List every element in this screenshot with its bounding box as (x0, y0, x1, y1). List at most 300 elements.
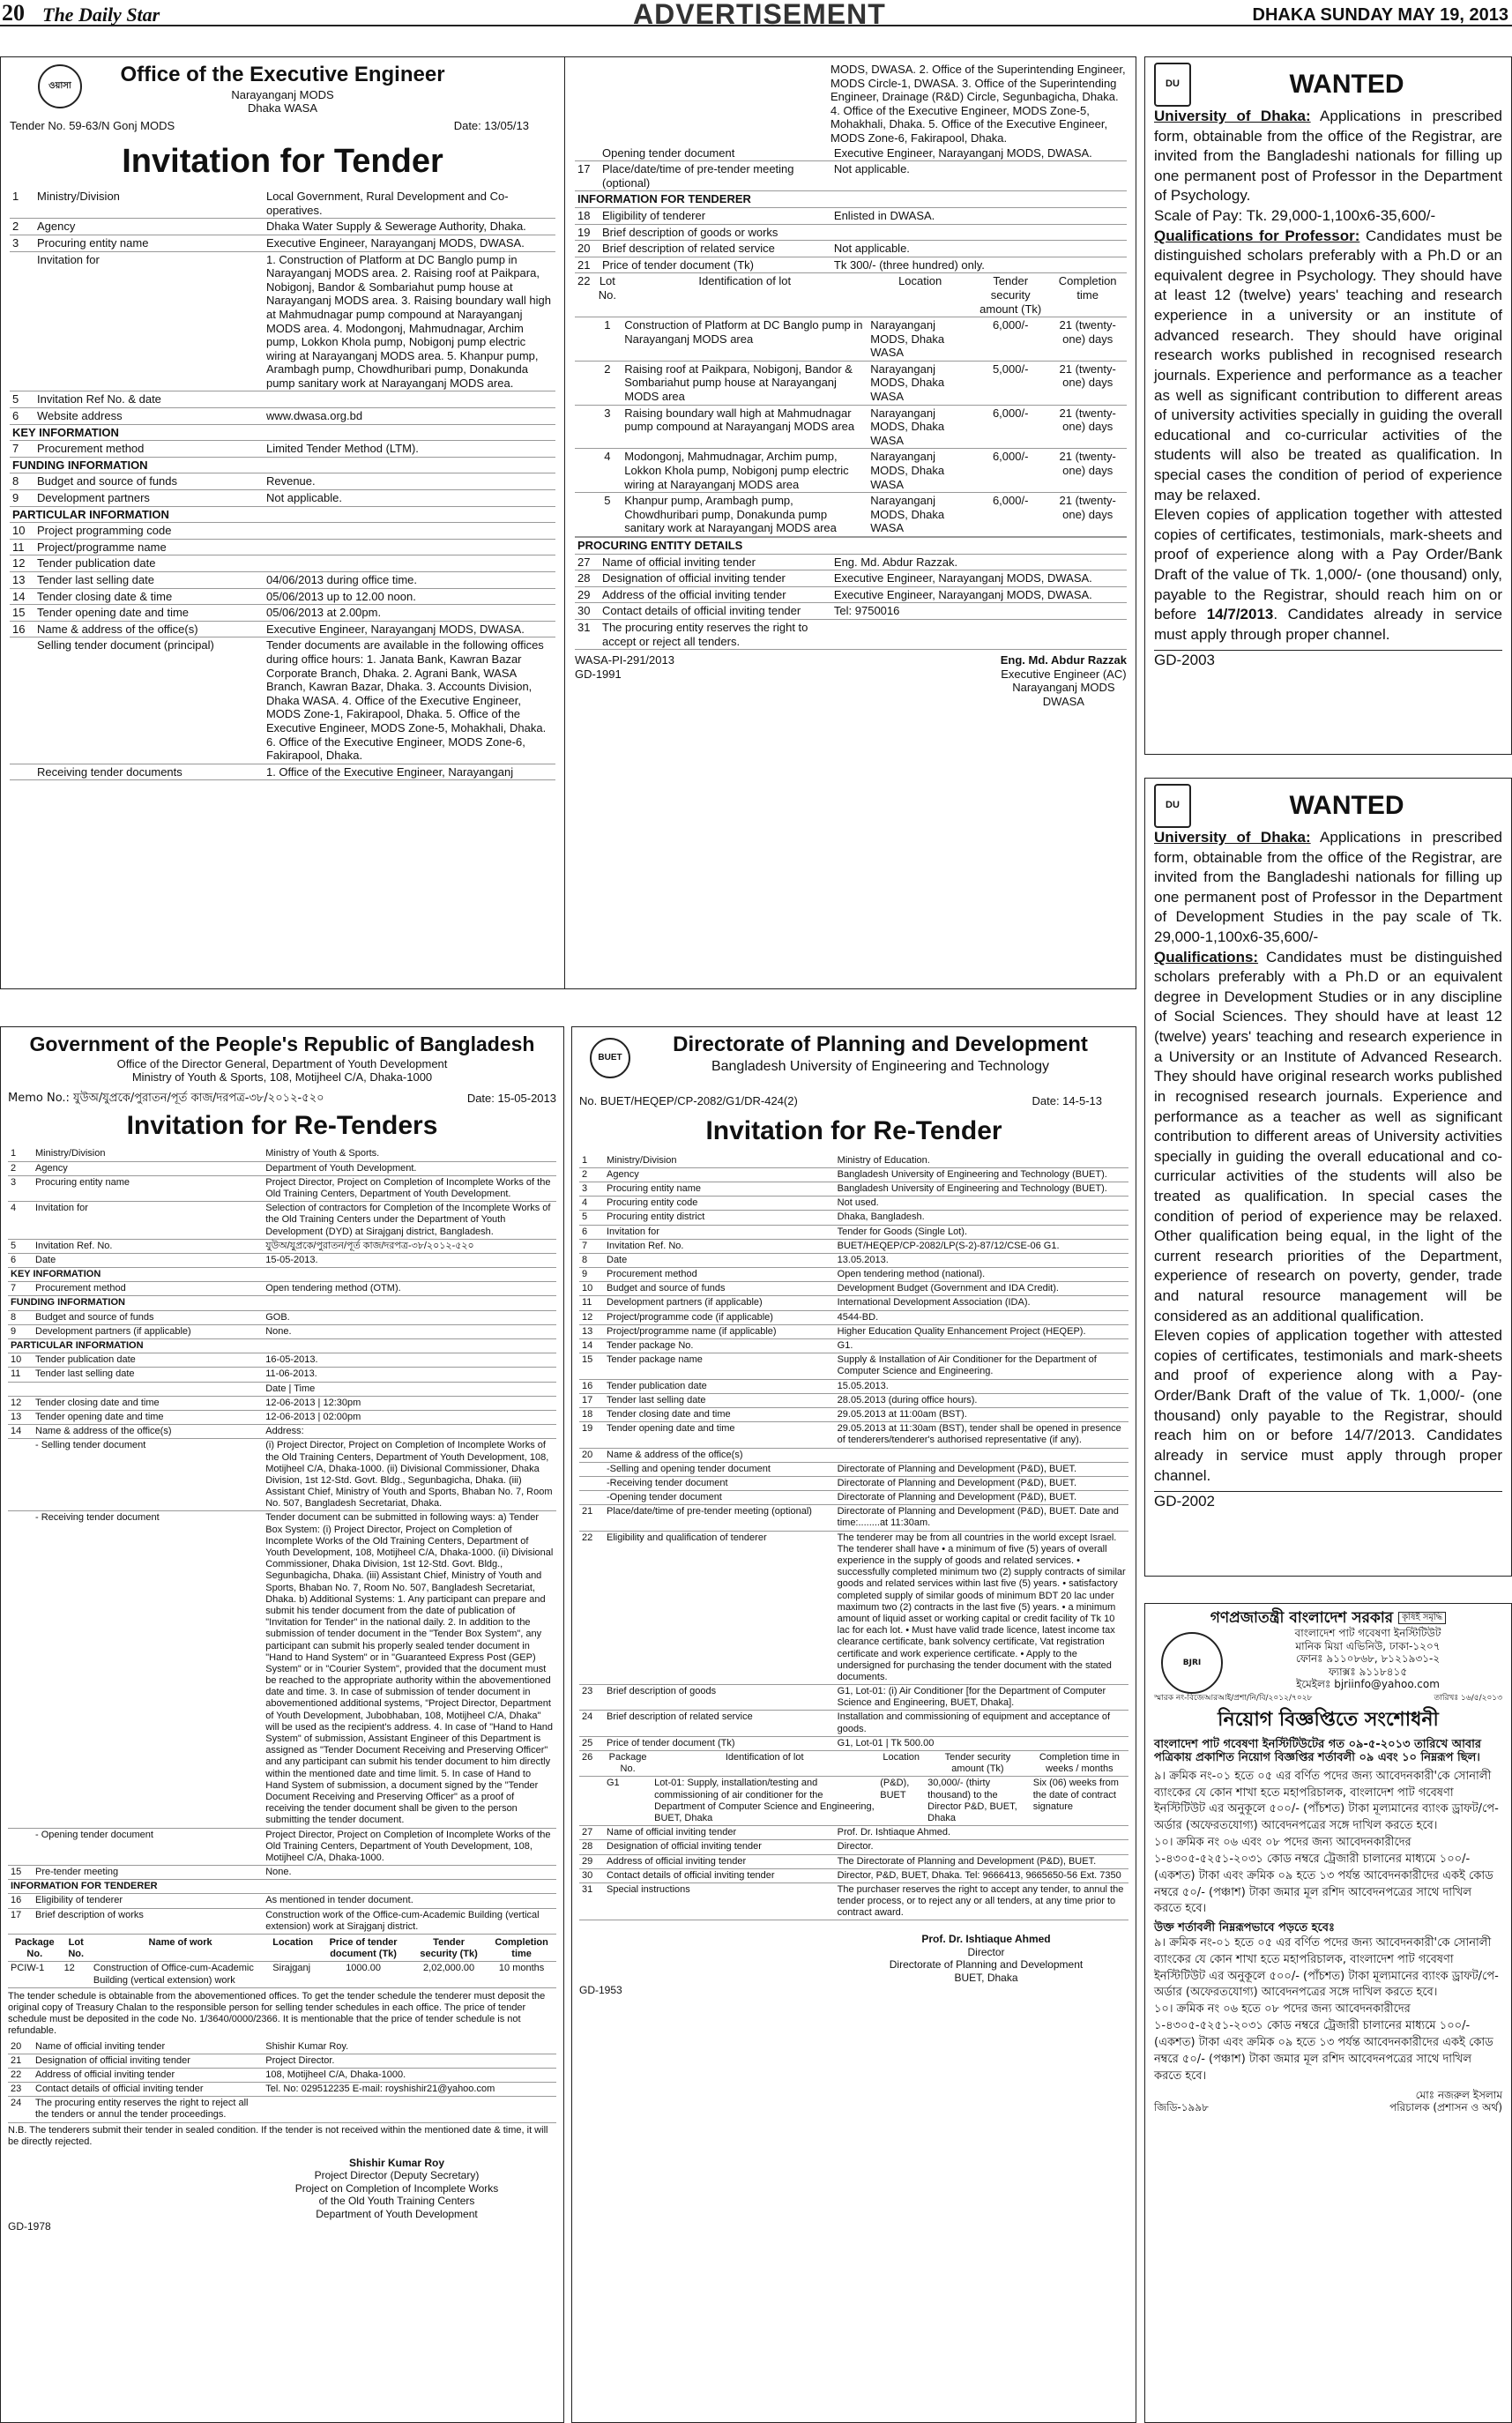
row-value: Bangladesh University of Engineering and Technology (BUET). (835, 1182, 1128, 1196)
row-number: 16 (579, 1379, 604, 1393)
signatory-office: Narayanganj MODS (1012, 681, 1115, 695)
row-number: 20 (575, 241, 600, 257)
row-number: 6 (579, 1225, 604, 1239)
row-label: Tender package No. (604, 1339, 835, 1353)
row-value (835, 1448, 1128, 1462)
table-row (10, 219, 555, 235)
signatory-title: পরিচালক (প্রশাসন ও অর্থ) (1389, 2100, 1502, 2114)
wasa-logo: ওয়াসা (38, 64, 82, 108)
row-label: Tender publication date (604, 1379, 835, 1393)
table-row (575, 207, 1127, 224)
row-value: Department of Youth Development. (263, 1161, 556, 1175)
row-value: Open tendering method (OTM). (263, 1282, 556, 1296)
lot-time: 21 (twenty-one) days (1048, 449, 1127, 493)
row-value: Supply & Installation of Air Conditioner for the Department of Computer Science and Engineering. (835, 1353, 1128, 1379)
lot-row (575, 317, 1127, 362)
row-label: Invitation Ref. No. (604, 1239, 835, 1253)
table-row (579, 1407, 1128, 1421)
row-number: 11 (10, 539, 34, 555)
university-emblem: DU (1154, 63, 1191, 107)
tender-table (10, 189, 555, 780)
row-label: Development partners (if applicable) (33, 1324, 263, 1338)
dwasa-col1 (1, 57, 565, 988)
row-number: 22 (8, 2068, 33, 2082)
cell: 12 (62, 1962, 91, 1987)
table-row (575, 603, 1127, 620)
row-value: Enlisted in DWASA. (831, 207, 1127, 224)
row-label: Price of tender document (Tk) (604, 1736, 835, 1750)
institute-name: বাংলাদেশ পাট গবেষণা ইনস্টিটিউট (1294, 1627, 1441, 1640)
row-value: Tender for Goods (Single Lot). (835, 1225, 1128, 1239)
notice-intro: বাংলাদেশ পাট গবেষণা ইনস্টিটিউটের গত ০৯-৫-২০১৩ তারিখে আবার পত্রিকায় প্রকাশিত নিয়োগ বিজ্ঞপ্তির শর্তাবলী ০৯ এবং ১০ নিম্নরূপ ছিল। (1154, 1737, 1482, 1765)
row-value: 15-05-2013. (263, 1253, 556, 1267)
row-number: 9 (579, 1268, 604, 1282)
row-label: Invitation for (34, 251, 264, 391)
bjri-notice-ad (1144, 1603, 1512, 2423)
row-number: 18 (579, 1407, 604, 1421)
row-value: G1, Lot-01: (i) Air Conditioner [for the Department of Computer Science and Engineering, BUET, Dhaka]. (835, 1685, 1128, 1711)
application-instructions: . Candidates already in service must apply through proper channel. (1154, 606, 1502, 643)
row-value: Address: (263, 1425, 556, 1439)
lot-row (575, 449, 1127, 493)
row-label: Tender publication date (33, 1353, 263, 1368)
col-header: Location (270, 1936, 316, 1962)
row-label: Designation of official inviting tender (33, 2054, 263, 2068)
row-label: Price of tender document (Tk) (600, 257, 831, 273)
ad-subtitle: Bangladesh University of Engineering and Technology (711, 1058, 1050, 1074)
row-label: Tender closing date and time (604, 1407, 835, 1421)
row-label: Address of the official inviting tender (600, 586, 831, 603)
row-number: 6 (8, 1253, 33, 1267)
ad-subtitle: Narayanganj MODS (231, 87, 334, 101)
table-row (575, 145, 1127, 161)
buet-logo: BUET (590, 1038, 630, 1078)
row-label: Address of official inviting tender (604, 1854, 835, 1868)
table-row (575, 257, 1127, 273)
table-row (10, 523, 555, 540)
table-row (575, 570, 1127, 587)
lot-row (575, 405, 1127, 449)
table-row (8, 1353, 556, 1368)
table-row (8, 1425, 556, 1439)
cell: G1 (604, 1777, 652, 1826)
row-label: Designation of official inviting tender (604, 1840, 835, 1854)
row-label: Tender closing date & time (34, 588, 264, 605)
row-label: Procurement method (33, 1282, 263, 1296)
dwasa-col2 (566, 57, 1136, 988)
row-number: 29 (575, 586, 600, 603)
lot-id: Modongonj, Mahmudnagar, Archim pump, Lokkon Khola pump, Nobigonj pump electric wiring at Narayanganj MODS area (622, 449, 868, 493)
table-row (579, 1239, 1128, 1253)
lot-id: Raising roof at Paikpara, Nobigonj, Bandor & Sombariahut pump house at Narayanganj MODS area (622, 361, 868, 405)
cell: Six (06) weeks from the date of contract signature (1031, 1777, 1128, 1826)
row-value: Executive Engineer, Narayanganj MODS, DWASA. (831, 570, 1127, 587)
lot-no: 4 (592, 449, 622, 493)
motto-badge: কৃষিই সমৃদ্ধি (1398, 1612, 1446, 1624)
row-value: 12-06-2013 | 02:00pm (263, 1410, 556, 1424)
row-label: Ministry/Division (604, 1154, 835, 1168)
table-row (575, 554, 1127, 570)
row-number: 2 (579, 1167, 604, 1182)
row-number: 2 (10, 219, 34, 235)
signatory-office: Directorate of Planning and Development (889, 1958, 1084, 1972)
col-header: Tender security amount (Tk) (925, 1751, 1031, 1777)
table-row (579, 1182, 1128, 1196)
ad-heading: Invitation for Re-Tender (705, 1115, 1002, 1145)
row-number: 7 (8, 1282, 33, 1296)
row-label: Contact details of official inviting tender (600, 603, 831, 620)
table-row (10, 441, 555, 458)
table-row (579, 1353, 1128, 1379)
table-row (579, 1462, 1128, 1476)
table-row (579, 1393, 1128, 1407)
signatory-title: Project Director (Deputy Secretary) (314, 2169, 480, 2182)
section-heading: PROCURING ENTITY DETAILS (575, 538, 1127, 555)
tender-table (8, 2040, 556, 2123)
row-label: Eligibility of tenderer (600, 207, 831, 224)
lot-loc: Narayanganj MODS, Dhaka WASA (868, 449, 972, 493)
row-number: 27 (579, 1826, 604, 1840)
govt-title: গণপ্রজাতন্ত্রী বাংলাদেশ সরকার (1210, 1609, 1394, 1627)
row-number: 4 (579, 1197, 604, 1211)
table-row (8, 2054, 556, 2068)
row-number: 16 (8, 1894, 33, 1908)
condition-9-new: ৯। ক্রমিক নং-০১ হতে ০৫ এর বর্ণিত পদের জন্য আবেদনকারী'কে সোনালী ব্যাংকের যে কোন শাখা হতে মহাপরিচালক, বাংলাদেশ পাট গবেষণা ইনস্টিটিউট এর অনুকূলে ৫০০/- (পাঁচশত) টাকা মূল্যমানের ব্যাংক ড্রাফট/পে-অর্ডার (অফেরতযোগ্য) আবেদনপত্রের সঙ্গে দাখিল করতে হবে। (1154, 1935, 1499, 2000)
memo-number: Memo No.: যুউঅ/যুপ্রকে/পুরাতন/পূর্ত কাজ/দরপত্র-৩৮/২০১২-৫২০ (8, 1091, 324, 1105)
row-label: Invitation for (604, 1225, 835, 1239)
row-label: Brief description of works (33, 1908, 263, 1934)
row-value: G1, Lot-01 | Tk 500.00 (835, 1736, 1128, 1750)
table-row (10, 572, 555, 589)
row-label: Tender opening date and time (33, 1410, 263, 1424)
table-row (579, 1225, 1128, 1239)
row-label: Receiving tender documents (34, 764, 264, 780)
row-value: Bangladesh University of Engineering and Technology (BUET). (835, 1167, 1128, 1182)
table-row (8, 1282, 556, 1296)
wanted-body: Applications in prescribed form, obtainable from the office of the Registrar, are invited from the Bangladeshi nationals for filling up one permanent post of Professor in the Department of Development Studies in the pay scale of Tk. 29,000-1,100x6-35,600/- (1154, 829, 1502, 946)
row-label: -Selling and opening tender document (604, 1462, 835, 1476)
cell: Lot-01: Supply, installation/testing and commissioning of air conditioner for the Department of Computer Science and Engineering, BUET, Dhaka (652, 1777, 877, 1826)
row-number: 11 (579, 1296, 604, 1310)
notice-heading: নিয়োগ বিজ্ঞপ্তিতে সংশোধনী (1218, 1709, 1439, 1732)
table-row (10, 473, 555, 490)
row-value: Directorate of Planning and Development (P&D), BUET. (835, 1462, 1128, 1476)
condition-10-new: ১০। ক্রমিক নং ০৬ হতে ০৮ পদের জন্য আবেদনকারীদের ১-৪৩০৫-৫২৫১-২০৩১ কোড নম্বরে ট্রেজারী চালানের মাধ্যমে ১০০/- (একশত) টাকা এবং ক্রমিক ০৯ হতে ১৩ পর্যন্ত আবেদনকারীদের একই কোড নম্বরে ৫০/- (পঞ্চাশ) টাকা জমার মূল রশিদ আবেদনপত্রের সাথে দাখিল করতে হবে। (1154, 2002, 1493, 2083)
row-number: 10 (8, 1353, 33, 1368)
row-value: Construction work of the Office-cum-Academic Building (vertical extension) work at Sirajganj district. (263, 1908, 556, 1934)
row-number: 25 (579, 1736, 604, 1750)
row-value: Limited Tender Method (LTM). (264, 441, 555, 458)
row-value: Directorate of Planning and Development (P&D), BUET. Date and time:........at 11:30am. (835, 1505, 1128, 1531)
row-label: Invitation Ref No. & date (34, 391, 264, 408)
row-number: 19 (575, 224, 600, 241)
lot-time: 21 (twenty-one) days (1048, 317, 1127, 362)
ref-date: Date: 14-5-13 (1032, 1093, 1102, 1107)
section-title: ADVERTISEMENT (633, 0, 886, 30)
row-number (10, 764, 34, 780)
signatory-title: Director (967, 1945, 1005, 1958)
schedule-note: The tender schedule is obtainable from the abovementioned offices. To get the tender schedule the tenderer must deposit the original copy of Treasury Chalan to the responsible person for selling tender schedules in each office. The price of tender schedule must be deposited in the code No. 1/3640/0000/2366. It is mentionable that the price of tender schedule is not refundable. (8, 1990, 546, 2037)
table-row (579, 1310, 1128, 1324)
tender-table (579, 1154, 1128, 1751)
row-label: Procuring entity name (33, 1175, 263, 1201)
row-number: 5 (579, 1211, 604, 1225)
lot-row (575, 361, 1127, 405)
row-value: 108, Motijheel C/A, Dhaka-1000. (263, 2068, 556, 2082)
signatory-office: Project on Completion of Incomplete Works (294, 2181, 499, 2195)
page-number: 20 (2, 0, 25, 26)
row-number (10, 637, 34, 764)
email: ইমেইলঃ bjriinfo@yahoo.com (1296, 1677, 1440, 1690)
row-number: 21 (575, 257, 600, 273)
table-row (8, 1962, 556, 1987)
row-label: Ministry/Division (33, 1147, 263, 1161)
address: মানিক মিয়া এভিনিউ, ঢাকা-১২০৭ (1295, 1639, 1441, 1652)
col-header: Identification of lot (622, 273, 868, 317)
table-row (10, 235, 555, 251)
signatory-office: of the Old Youth Training Centers (318, 2195, 475, 2208)
row-number: 20 (579, 1448, 604, 1462)
row-number: 8 (10, 473, 34, 490)
row-value: Tel: 9750016 (831, 603, 1127, 620)
row-value: G1. (835, 1339, 1128, 1353)
table-row (8, 2097, 556, 2122)
cell: 30,000/- (thirty thousand) to the Director P&D, BUET, Dhaka (925, 1777, 1031, 1826)
row-label: Agency (34, 219, 264, 235)
table-row (10, 539, 555, 555)
row-label: Budget and source of funds (34, 473, 264, 490)
row-value: None. (263, 1866, 556, 1880)
row-number: 8 (579, 1253, 604, 1267)
table-row (579, 1777, 1128, 1826)
row-number (10, 251, 34, 391)
row-label: Procuring entity code (604, 1197, 835, 1211)
row-value: 29.05.2013 at 11:30am (BST), tender shall be opened in presence of tenderers/tenderer's authorised representative (if any). (835, 1422, 1128, 1448)
gd-number: GD-2003 (1154, 650, 1502, 671)
row-number: 20 (8, 2040, 33, 2054)
row-number: 11 (8, 1368, 33, 1382)
row-label: Name of official inviting tender (604, 1826, 835, 1840)
row-value: 4544-BD. (835, 1310, 1128, 1324)
row-value: 1. Construction of Platform at DC Banglo pump in Narayanganj MODS area. 2. Raising roof at Paikpara, Nobigonj, Bandor & Sombariahut pump house at Narayanganj MODS area. 3. Raising boundary wall high at Mahmudnagar pump compound at Narayanganj MODS area. 4. Modongonj, Mahmudnagar, Archim pump, Lokkon Khola pump, Nobigonj pump electric wiring at Narayanganj MODS area. 5. Khanpur pump, Arambagh pump, Chowdhuribari pump, Donakunda pump sanitary work at Narayanganj MODS area. (264, 251, 555, 391)
employer: University of Dhaka: (1154, 829, 1311, 846)
row-label: Website address (34, 408, 264, 425)
row-label: Tender opening date and time (604, 1422, 835, 1448)
package-table (8, 1936, 556, 1988)
signatory-name: Shishir Kumar Roy (348, 2157, 445, 2169)
tender-table (579, 1826, 1128, 1920)
row-label: Invitation Ref. No. (33, 1239, 263, 1253)
row-number: 31 (579, 1882, 604, 1920)
row-number: 15 (10, 605, 34, 622)
row-value: Tel. No: 029512235 E-mail: royshishir21@yahoo.com (263, 2083, 556, 2097)
table-row (10, 490, 555, 507)
row-value: The purchaser reserves the right to accept any tender, to annul the tender process, or to reject any or all tenders, at any time prior to contract award. (835, 1882, 1128, 1920)
table-row (8, 1382, 556, 1396)
row-label: Date (604, 1253, 835, 1267)
col-header: Name of work (91, 1936, 270, 1962)
row-label: The procuring entity reserves the right to reject all the tenders or annul the tender proceedings. (33, 2097, 263, 2122)
table-row (579, 1505, 1128, 1531)
application-instructions: Eleven copies of application together with attested copies of certificates, testimonials and mark-sheets and proof of experience along with a Pay-Order/Bank Draft of the value of Tk. 1,000/- (one thousand) only payable to the Registrar, should reach him on or before 14/7/2013. Candidates already in service must apply through proper channel. (1154, 1327, 1502, 1484)
col-header: 22 (575, 273, 592, 317)
row-label: Project/programme name (34, 539, 264, 555)
row-number: 22 (579, 1531, 604, 1684)
row-number: 24 (8, 2097, 33, 2122)
row-label: Designation of official inviting tender (600, 570, 831, 587)
row-value: Tender documents are available in the following offices during office hours: 1. Janata Bank, Kawran Bazar Corporate Branch, Dhaka. 2. Agrani Bank, WASA Branch, Kawran Bazar, Dhaka. 3. Accounts Division, Dhaka WASA. 4. Office of the Executive Engineer, MODS Zone-1, Fakirapool, Dhaka. 5. Office of the Executive Engineer, MODS Zone-5, Mohakhali, Dhaka. 6. Office of the Executive Engineer, MODS Zone-6, Fakirapool, Dhaka. (264, 637, 555, 764)
lot-row (575, 493, 1127, 537)
col-header: Tender security (Tk) (411, 1936, 487, 1962)
row-value: GOB. (263, 1310, 556, 1324)
lot-id: Raising boundary wall high at Mahmudnagar pump compound at Narayanganj MODS area (622, 405, 868, 449)
ad-ref: WASA-PI-291/2013 (575, 653, 674, 667)
row-label: -Receiving tender document (604, 1476, 835, 1490)
row-number: 9 (8, 1324, 33, 1338)
row-number: 30 (575, 603, 600, 620)
row-label: Eligibility and qualification of tenderer (604, 1531, 835, 1684)
table-row (579, 1339, 1128, 1353)
row-value: যুউঅ/যুপ্রকে/পুরাতন/পূর্ত কাজ/দরপত্র-৩৮/২০১২-৫২০ (263, 1239, 556, 1253)
ad-heading: Invitation for Re-Tenders (126, 1111, 438, 1141)
row-value: BUET/HEQEP/CP-2082/LP(S-2)-87/12/CSE-06 G1. (835, 1239, 1128, 1253)
row-number: 17 (575, 161, 600, 191)
table-row (10, 621, 555, 637)
row-number: 21 (8, 2054, 33, 2068)
qualifications: Candidates must be distinguished scholars preferably with a Ph.D or an equivalent degree in Development Studies or in any discipline of Social Sciences. They should have at least 12 (twelve) years' teaching and research experience in a University or an Institute of Advanced Research. They should have original research works published in recognised research journals. Experience and performance as a teacher as well as significant contribution to different areas of University activities specially in guiding the overall educational and co-curricular activities of the students will also be treated as qualification. In special cases the condition of period of experience may be relaxed. Other qualification being equal, in the light of the current research priorities of the Department, experience of research on poverty, gender, trade and natural resource management will be considered as an additional qualification. (1154, 948, 1502, 1324)
row-value: 05/06/2013 up to 12.00 noon. (264, 588, 555, 605)
row-number: 3 (579, 1182, 604, 1196)
row-value: Executive Engineer, Narayanganj MODS, DWASA. (831, 586, 1127, 603)
row-label: Budget and source of funds (604, 1282, 835, 1296)
row-number: 15 (8, 1866, 33, 1880)
qualifications: Candidates must be distinguished scholars preferably with a Ph.D or an equivalent degree in Psychology. They should have at least 12 (twelve) years' teaching and research experience in a university or an institute of advanced research. They should have original research works published in recognised research journals. Experience and performance as a teacher as well as significant contribution to different areas of university activities specially in guiding the overall educational and co-curricular activities of the students will also be treated as qualification. In special cases the condition of period of experience may be relaxed. (1154, 227, 1502, 503)
row-label: Tender last selling date (34, 572, 264, 589)
table-row (579, 1868, 1128, 1882)
table-row (10, 391, 555, 408)
row-label: Name of official inviting tender (33, 2040, 263, 2054)
row-number: 13 (579, 1324, 604, 1338)
row-number: 28 (579, 1840, 604, 1854)
table-row (575, 224, 1127, 241)
row-label: Name & address of the office(s) (604, 1448, 835, 1462)
row-value: Director. (835, 1840, 1128, 1854)
dwasa-tender-ad (0, 56, 1136, 989)
cell: 1000.00 (316, 1962, 411, 1987)
row-value (831, 224, 1127, 241)
row-number: 15 (579, 1353, 604, 1379)
table-row (8, 2040, 556, 2054)
gd-number: GD-1953 (579, 1984, 622, 1997)
table-row (575, 161, 1127, 191)
lot-sec: 6,000/- (972, 493, 1048, 537)
table-row (8, 1161, 556, 1175)
row-value: Shishir Kumar Roy. (263, 2040, 556, 2054)
cell: Construction of Office-cum-Academic Building (vertical extension) work (91, 1962, 270, 1987)
table-row (10, 764, 555, 780)
lot-loc: Narayanganj MODS, Dhaka WASA (868, 405, 972, 449)
row-number: 10 (579, 1282, 604, 1296)
row-number: 29 (579, 1854, 604, 1868)
row-number: 2 (8, 1161, 33, 1175)
row-value (264, 523, 555, 540)
row-value: 12-06-2013 | 12:30pm (263, 1396, 556, 1410)
gd-number: জিডি-১৯৯৮ (1154, 2100, 1209, 2114)
row-value: Installation and commissioning of equipment and acceptance of goods. (835, 1711, 1128, 1736)
table-row (579, 1448, 1128, 1462)
section-heading: KEY INFORMATION (10, 424, 555, 441)
row-value: 11-06-2013. (263, 1368, 556, 1382)
lot-time: 21 (twenty-one) days (1048, 361, 1127, 405)
cell: Sirajganj (270, 1962, 316, 1987)
section-heading: FUNDING INFORMATION (10, 457, 555, 473)
row-number: 12 (8, 1396, 33, 1410)
row-label: Place/date/time of pre-tender meeting (optional) (600, 161, 831, 191)
row-number: 16 (10, 621, 34, 637)
package-table (579, 1751, 1128, 1826)
row-value: Directorate of Planning and Development (P&D), BUET. (835, 1491, 1128, 1505)
section-heading: KEY INFORMATION (8, 1268, 556, 1282)
wanted-ad-psychology (1144, 56, 1512, 755)
deadline: 14/7/2013 (1206, 606, 1274, 623)
row-value: 16-05-2013. (263, 1353, 556, 1368)
row-label: Brief description of goods or works (600, 224, 831, 241)
row-value: Local Government, Rural Development and Co-operatives. (264, 189, 555, 219)
row-value: Not applicable. (264, 490, 555, 507)
row-number: 26 (579, 1751, 604, 1777)
table-row (10, 605, 555, 622)
lot-id: Khanpur pump, Arambagh pump, Chowdhuribari pump, Donakunda pump sanitary work at Narayanganj MODS area (622, 493, 868, 537)
ad-subtitle: Dhaka WASA (248, 101, 317, 116)
col-header: Tender security amount (Tk) (972, 273, 1048, 317)
tender-date: Date: 13/05/13 (453, 118, 529, 132)
cell: 10 months (487, 1962, 556, 1987)
row-label: Tender last selling date (604, 1393, 835, 1407)
ad-subtitle: Office of the Director General, Department of Youth Development (116, 1056, 448, 1070)
table-row (8, 1410, 556, 1424)
row-label: Tender package name (604, 1353, 835, 1379)
row-label: - Selling tender document (33, 1439, 263, 1511)
row-label: Place/date/time of pre-tender meeting (optional) (604, 1505, 835, 1531)
table-row (8, 1202, 556, 1240)
row-number: 13 (8, 1410, 33, 1424)
section-heading: FUNDING INFORMATION (8, 1296, 556, 1310)
row-number: 3 (8, 1175, 33, 1201)
row-number (579, 1476, 604, 1490)
lot-no: 2 (592, 361, 622, 405)
row-value: Executive Engineer, Narayanganj MODS, DWASA. (264, 621, 555, 637)
row-number: 1 (579, 1154, 604, 1168)
row-value: 15.05.2013. (835, 1379, 1128, 1393)
row-label: Tender publication date (34, 555, 264, 572)
row-number: 14 (10, 588, 34, 605)
table-row (8, 2068, 556, 2082)
row-value: Project Director. (263, 2054, 556, 2068)
table-row (579, 1211, 1128, 1225)
ad-title: Government of the People's Republic of Bangladesh (29, 1033, 535, 1055)
row-label: Eligibility of tenderer (33, 1894, 263, 1908)
wanted-title: WANTED (1289, 70, 1404, 99)
row-value: Directorate of Planning and Development (P&D), BUET. (835, 1476, 1128, 1490)
wanted-body: Applications in prescribed form, obtainable from the office of the Registrar, are invited from the Bangladeshi nationals for filling up one permanent post of Professor in the Department of Psychology. (1154, 108, 1502, 205)
table-row (579, 1826, 1128, 1840)
row-value: 1. Office of the Executive Engineer, Narayanganj (264, 764, 555, 780)
table-row (575, 619, 1127, 649)
ref-number: No. BUET/HEQEP/CP-2082/G1/DR-424(2) (579, 1093, 798, 1107)
row-number: 28 (575, 570, 600, 587)
row-label: Procuring entity name (604, 1182, 835, 1196)
cell: PCIW-1 (8, 1962, 62, 1987)
